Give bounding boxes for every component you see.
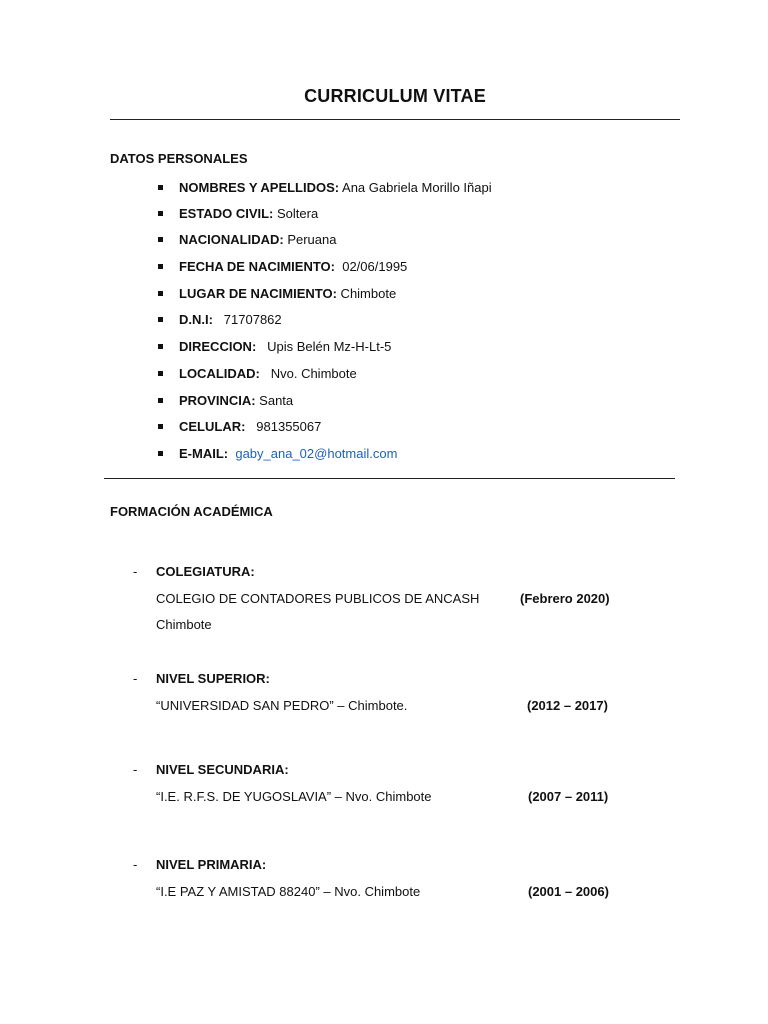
edu-institution: “UNIVERSIDAD SAN PEDRO” – Chimbote. <box>156 698 408 713</box>
item-label: LOCALIDAD: <box>179 366 260 381</box>
item-value: 71707862 <box>212 312 282 327</box>
bullet-icon <box>158 264 163 269</box>
item-value: Santa <box>255 393 294 408</box>
dash-marker: - <box>133 762 138 777</box>
edu-institution: “I.E. R.F.S. DE YUGOSLAVIA” – Nvo. Chimbote <box>156 789 432 804</box>
personal-item-locality <box>158 366 357 381</box>
item-label: E-MAIL: <box>179 446 229 461</box>
item-label: LUGAR DE NACIMIENTO: <box>179 286 337 301</box>
personal-item-birth-place <box>158 286 396 301</box>
edu-heading-colegiatura: COLEGIATURA: <box>156 564 255 579</box>
item-value: Peruana <box>283 232 337 247</box>
bullet-icon <box>158 185 163 190</box>
item-value: 981355067 <box>245 419 322 434</box>
edu-date: (Febrero 2020) <box>520 591 610 606</box>
dash-marker: - <box>133 671 138 686</box>
personal-item-email <box>158 446 397 461</box>
personal-item-birth-date <box>158 259 407 274</box>
item-label: D.N.I: <box>179 312 213 327</box>
dash-marker: - <box>133 857 138 872</box>
edu-date: (2001 – 2006) <box>528 884 609 899</box>
edu-institution: COLEGIO DE CONTADORES PUBLICOS DE ANCASH <box>156 591 480 606</box>
edu-date: (2012 – 2017) <box>527 698 608 713</box>
personal-item-name <box>158 180 492 195</box>
item-label: CELULAR: <box>179 419 246 434</box>
bullet-icon <box>158 451 163 456</box>
personal-item-nationality <box>158 232 336 247</box>
bullet-icon <box>158 344 163 349</box>
bullet-icon <box>158 371 163 376</box>
bullet-icon <box>158 237 163 242</box>
edu-heading-superior: NIVEL SUPERIOR: <box>156 671 270 686</box>
item-value: 02/06/1995 <box>335 259 408 274</box>
item-label: ESTADO CIVIL: <box>179 206 274 221</box>
document-title: CURRICULUM VITAE <box>304 86 486 106</box>
section-divider <box>104 478 675 479</box>
bullet-icon <box>158 291 163 296</box>
item-value: Upis Belén Mz-H-Lt-5 <box>256 339 392 354</box>
bullet-icon <box>158 317 163 322</box>
bullet-icon <box>158 424 163 429</box>
item-label: NACIONALIDAD: <box>179 232 284 247</box>
item-value: Soltera <box>273 206 319 221</box>
item-label: DIRECCION: <box>179 339 257 354</box>
bullet-icon <box>158 211 163 216</box>
section-heading-personal: DATOS PERSONALES <box>110 151 248 166</box>
personal-item-civil-status <box>158 206 318 221</box>
dash-marker: - <box>133 564 138 579</box>
section-heading-academic: FORMACIÓN ACADÉMICA <box>110 504 273 519</box>
edu-date: (2007 – 2011) <box>528 789 609 804</box>
item-value: Ana Gabriela Morillo Iñapi <box>339 180 492 195</box>
item-label: PROVINCIA: <box>179 393 256 408</box>
personal-item-province <box>158 393 293 408</box>
edu-location: Chimbote <box>156 617 212 632</box>
bullet-icon <box>158 398 163 403</box>
edu-heading-secundaria: NIVEL SECUNDARIA: <box>156 762 289 777</box>
personal-item-address <box>158 339 391 354</box>
item-label: FECHA DE NACIMIENTO: <box>179 259 335 274</box>
item-value: Nvo. Chimbote <box>259 366 357 381</box>
title-divider <box>110 119 680 120</box>
edu-heading-primaria: NIVEL PRIMARIA: <box>156 857 267 872</box>
item-label: NOMBRES Y APELLIDOS: <box>179 180 340 195</box>
personal-item-phone <box>158 419 321 434</box>
edu-institution: “I.E PAZ Y AMISTAD 88240” – Nvo. Chimbote <box>156 884 421 899</box>
email-link[interactable]: gaby_ana_02@hotmail.com <box>235 446 398 461</box>
item-value: Chimbote <box>336 286 397 301</box>
personal-item-dni <box>158 312 282 327</box>
